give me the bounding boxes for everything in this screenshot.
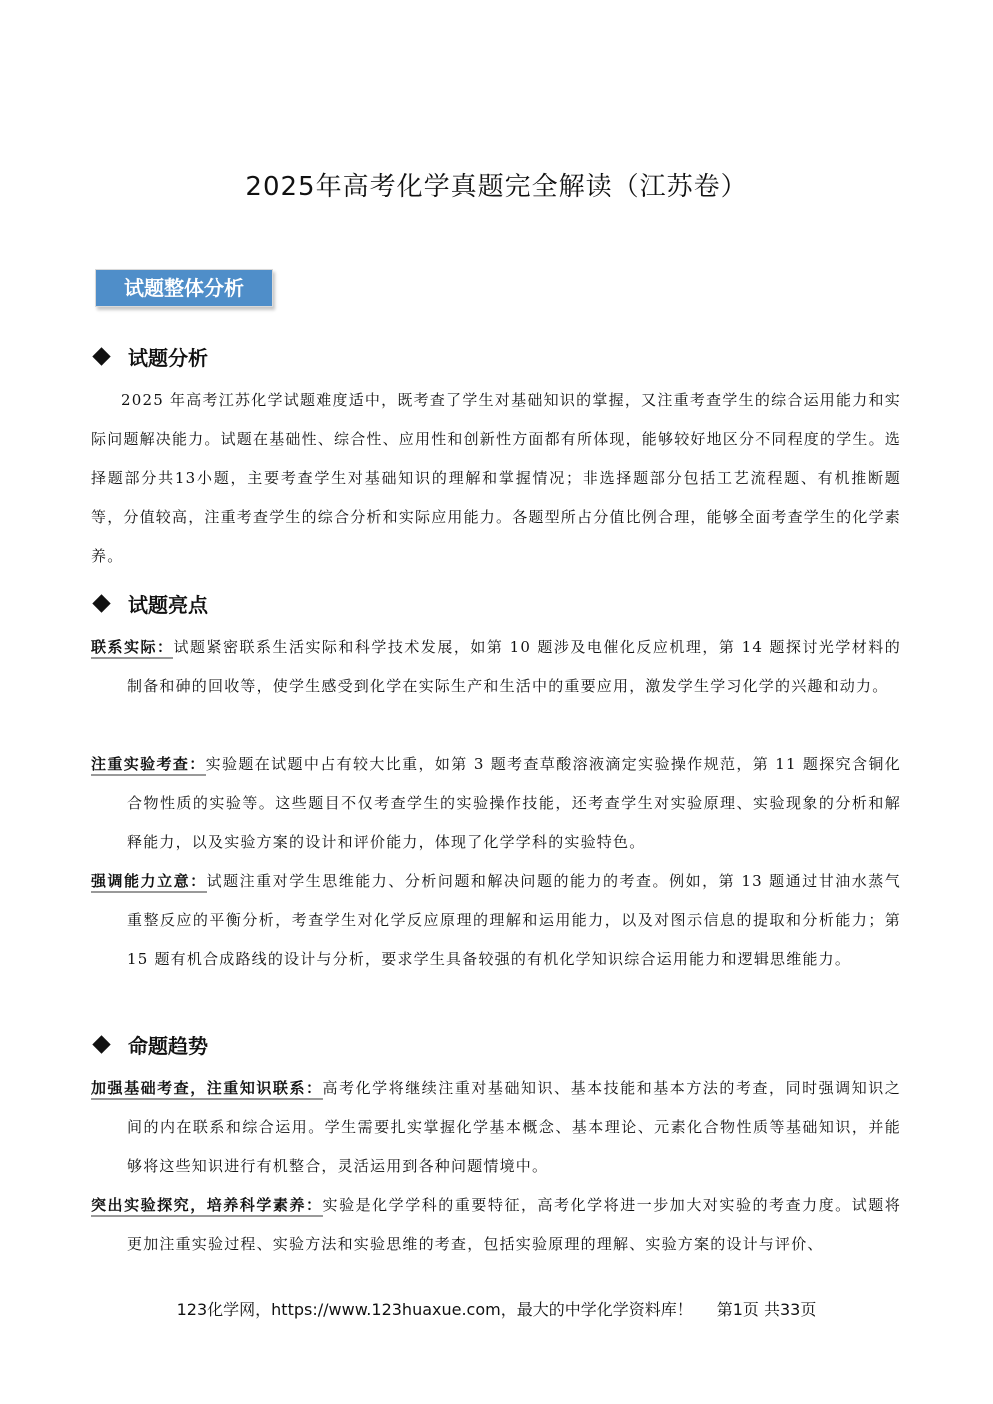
- heading-highlights-text: 试题亮点: [128, 593, 208, 617]
- highlight-item: [91, 862, 901, 979]
- page-footer: [0, 1297, 993, 1320]
- diamond-bullet-icon: [92, 347, 110, 365]
- trend-lead: 突出实验探究，培养科学素养：: [91, 1196, 323, 1217]
- heading-trends: [91, 1030, 208, 1059]
- heading-analysis-text: 试题分析: [128, 346, 208, 370]
- highlight-text: 实验题在试题中占有较大比重，如第 3 题考查草酸溶液滴定实验操作规范，第 11 题探究含铜化合物性质的实验等。这些题目不仅考查学生的实验操作技能，还考查学生对实验原理、实验现象的分析和解释能力，以及实验方案的设计和评价能力，体现了化学学科的实验特色。: [127, 755, 901, 851]
- highlight-text: 试题紧密联系生活实际和科学技术发展，如第 10 题涉及电催化反应机理，第 14 题探讨光学材料的制备和砷的回收等，使学生感受到化学在实际生产和生活中的重要应用，激发学生学习化学的兴趣和动力。: [127, 638, 901, 695]
- diamond-bullet-icon: [92, 594, 110, 612]
- highlight-lead: 注重实验考查：: [91, 755, 206, 776]
- highlight-lead: 强调能力立意：: [91, 872, 207, 893]
- trend-item: [91, 1186, 901, 1264]
- trend-lead: 加强基础考查，注重知识联系：: [91, 1079, 323, 1100]
- analysis-paragraph: 2025 年高考江苏化学试题难度适中，既考查了学生对基础知识的掌握，又注重考查学生的综合运用能力和实际问题解决能力。试题在基础性、综合性、应用性和创新性方面都有所体现，能够较好地区分不同程度的学生。选择题部分共13小题，主要考查学生对基础知识的理解和掌握情况；非选择题部分包括工艺流程题、有机推断题等，分值较高，注重考查学生的综合分析和实际应用能力。各题型所占分值比例合理，能够全面考查学生的化学素养。: [91, 391, 902, 565]
- highlight-item: [91, 745, 901, 862]
- heading-trends-text: 命题趋势: [128, 1034, 208, 1058]
- trend-text: 高考化学将继续注重对基础知识、基本技能和基本方法的考查，同时强调知识之间的内在联系和综合运用。学生需要扎实掌握化学基本概念、基本理论、元素化合物性质等基础知识，并能够将这些知识进行有机整合，灵活运用到各种问题情境中。: [127, 1079, 901, 1175]
- diamond-bullet-icon: [92, 1035, 110, 1053]
- trend-item: [91, 1069, 901, 1186]
- heading-highlights: [91, 589, 208, 618]
- section-badge: 试题整体分析: [95, 269, 273, 307]
- trend-text: 实验是化学学科的重要特征，高考化学将进一步加大对实验的考查力度。试题将更加注重实验过程、实验方法和实验思维的考查，包括实验原理的理解、实验方案的设计与评价、: [127, 1196, 901, 1253]
- document-title: 2025年高考化学真题完全解读（江苏卷）: [245, 172, 748, 202]
- highlight-lead: 联系实际：: [91, 638, 173, 659]
- highlight-text: 试题注重对学生思维能力、分析问题和解决问题的能力的考查。例如，第 13 题通过甘油水蒸气重整反应的平衡分析，考查学生对化学反应原理的理解和运用能力，以及对图示信息的提取和分析能力；第 15 题有机合成路线的设计与分析，要求学生具备较强的有机化学知识综合运用能力和逻辑思维能力。: [127, 872, 901, 968]
- footer-page-number: 第1页 共33页: [716, 1300, 817, 1319]
- footer-site: 123化学网，https://www.123huaxue.com，最大的中学化学资料库！: [176, 1300, 693, 1319]
- heading-analysis: [91, 342, 208, 371]
- highlight-item: [91, 628, 901, 706]
